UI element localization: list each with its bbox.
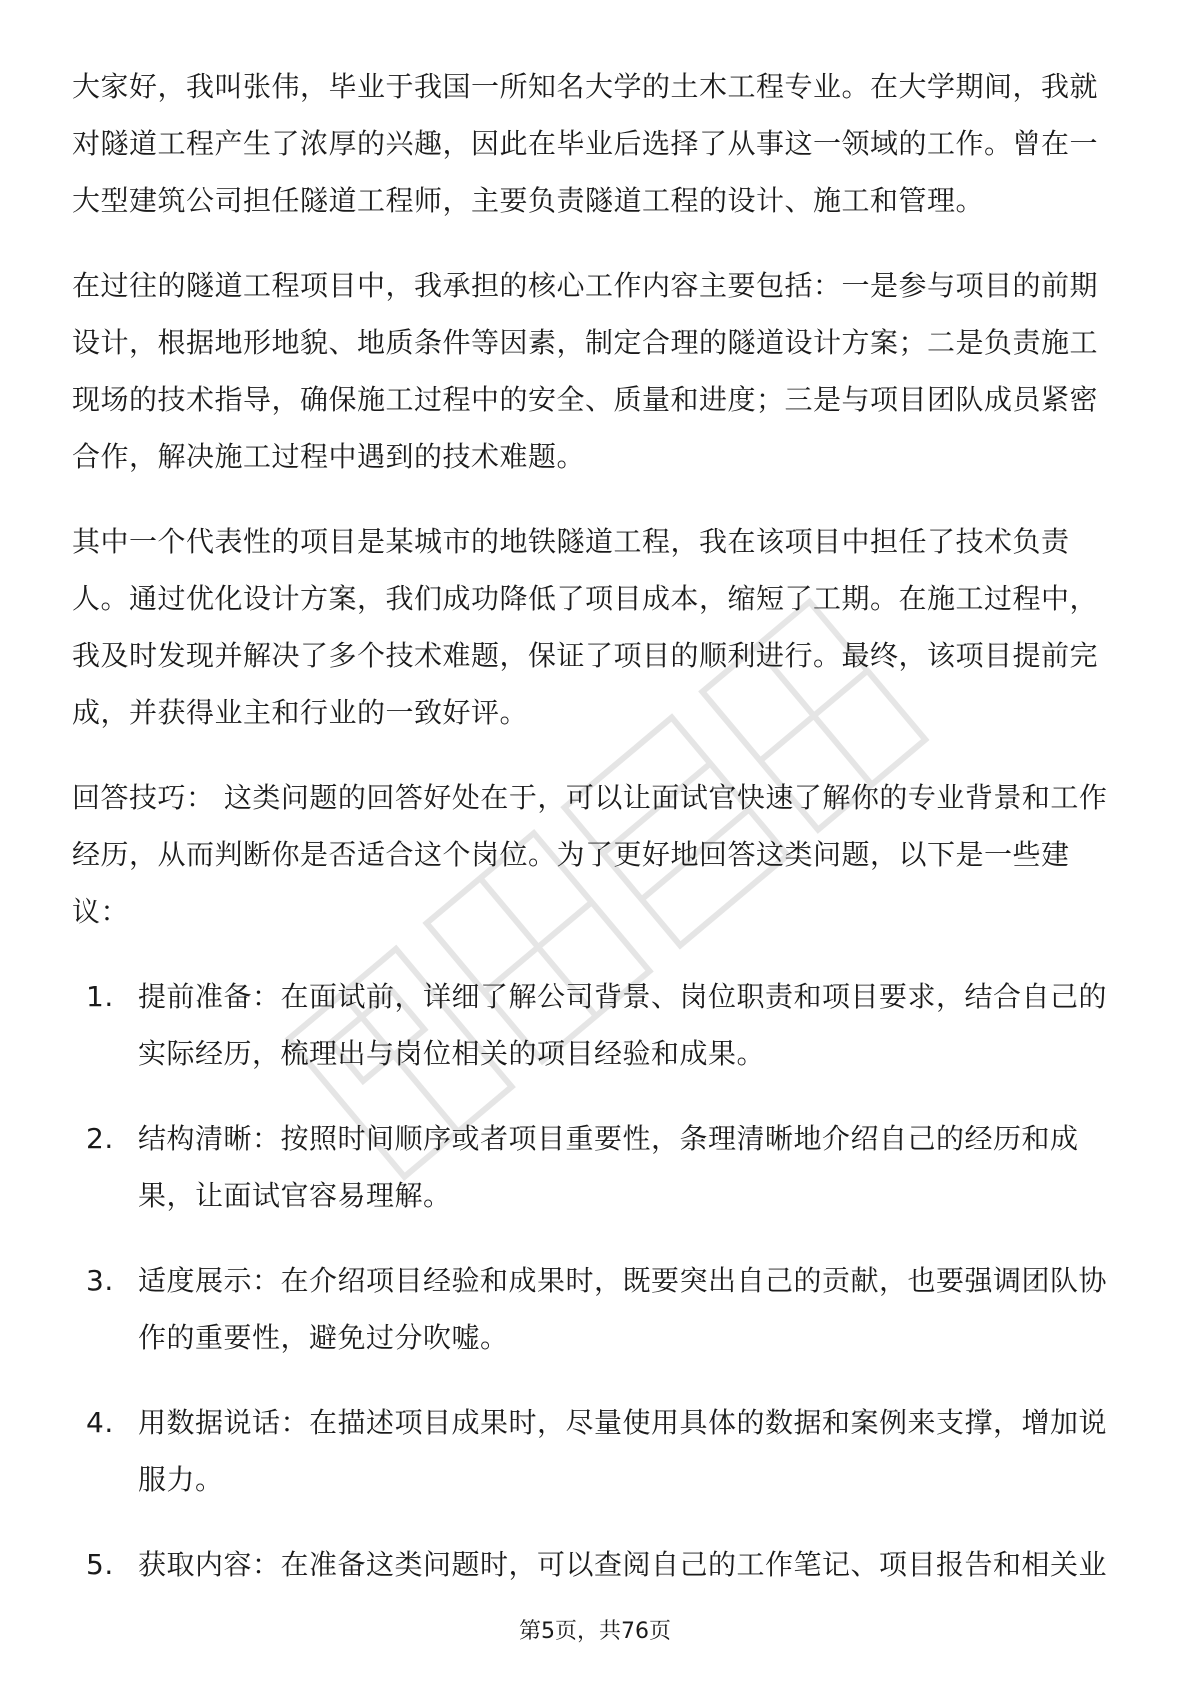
list-item-number: 2. (86, 1122, 114, 1155)
list-item (86, 1110, 1122, 1224)
list-item (86, 1252, 1122, 1366)
list-item (86, 968, 1122, 1082)
document-body (72, 58, 1122, 1621)
list-item-text: 获取内容：在准备这类问题时，可以查阅自己的工作笔记、项目报告和相关业 (138, 1548, 1108, 1581)
paragraph-representative-project: 其中一个代表性的项目是某城市的地铁隧道工程，我在该项目中担任了技术负责人。通过优化设计方案，我们成功降低了项目成本，缩短了工期。在施工过程中，我及时发现并解决了多个技术难题，保证了项目的顺利进行。最终，该项目提前完成，并获得业主和行业的一致好评。 (72, 525, 1099, 729)
list-item-text: 适度展示：在介绍项目经验和成果时，既要突出自己的贡献，也要强调团队协作的重要性，避免过分吹嘘。 (138, 1264, 1108, 1354)
tips-list (72, 968, 1122, 1593)
list-item-number: 3. (86, 1264, 114, 1297)
paragraph-responsibilities: 在过往的隧道工程项目中，我承担的核心工作内容主要包括：一是参与项目的前期设计，根据地形地貌、地质条件等因素，制定合理的隧道设计方案；二是负责施工现场的技术指导，确保施工过程中的安全、质量和进度；三是与项目团队成员紧密合作，解决施工过程中遇到的技术难题。 (72, 269, 1099, 473)
list-item-text: 提前准备：在面试前，详细了解公司背景、岗位职责和项目要求，结合自己的实际经历，梳理出与岗位相关的项目经验和成果。 (138, 980, 1108, 1070)
list-item-number: 1. (86, 980, 114, 1013)
list-item-number: 4. (86, 1406, 114, 1439)
list-item-text: 用数据说话：在描述项目成果时，尽量使用具体的数据和案例来支撑，增加说服力。 (138, 1406, 1108, 1496)
page-footer: 第5页，共76页 (519, 1619, 671, 1644)
list-item (86, 1536, 1122, 1593)
list-item (86, 1394, 1122, 1508)
paragraph-intro: 大家好，我叫张伟，毕业于我国一所知名大学的土木工程专业。在大学期间，我就对隧道工程产生了浓厚的兴趣，因此在毕业后选择了从事这一领域的工作。曾在一大型建筑公司担任隧道工程师，主要负责隧道工程的设计、施工和管理。 (72, 70, 1099, 217)
paragraph-answer-tips: 回答技巧： 这类问题的回答好处在于，可以让面试官快速了解你的专业背景和工作经历，从而判断你是否适合这个岗位。为了更好地回答这类问题，以下是一些建议： (72, 781, 1108, 928)
list-item-text: 结构清晰：按照时间顺序或者项目重要性，条理清晰地介绍自己的经历和成果，让面试官容易理解。 (138, 1122, 1079, 1212)
list-item-number: 5. (86, 1548, 114, 1581)
